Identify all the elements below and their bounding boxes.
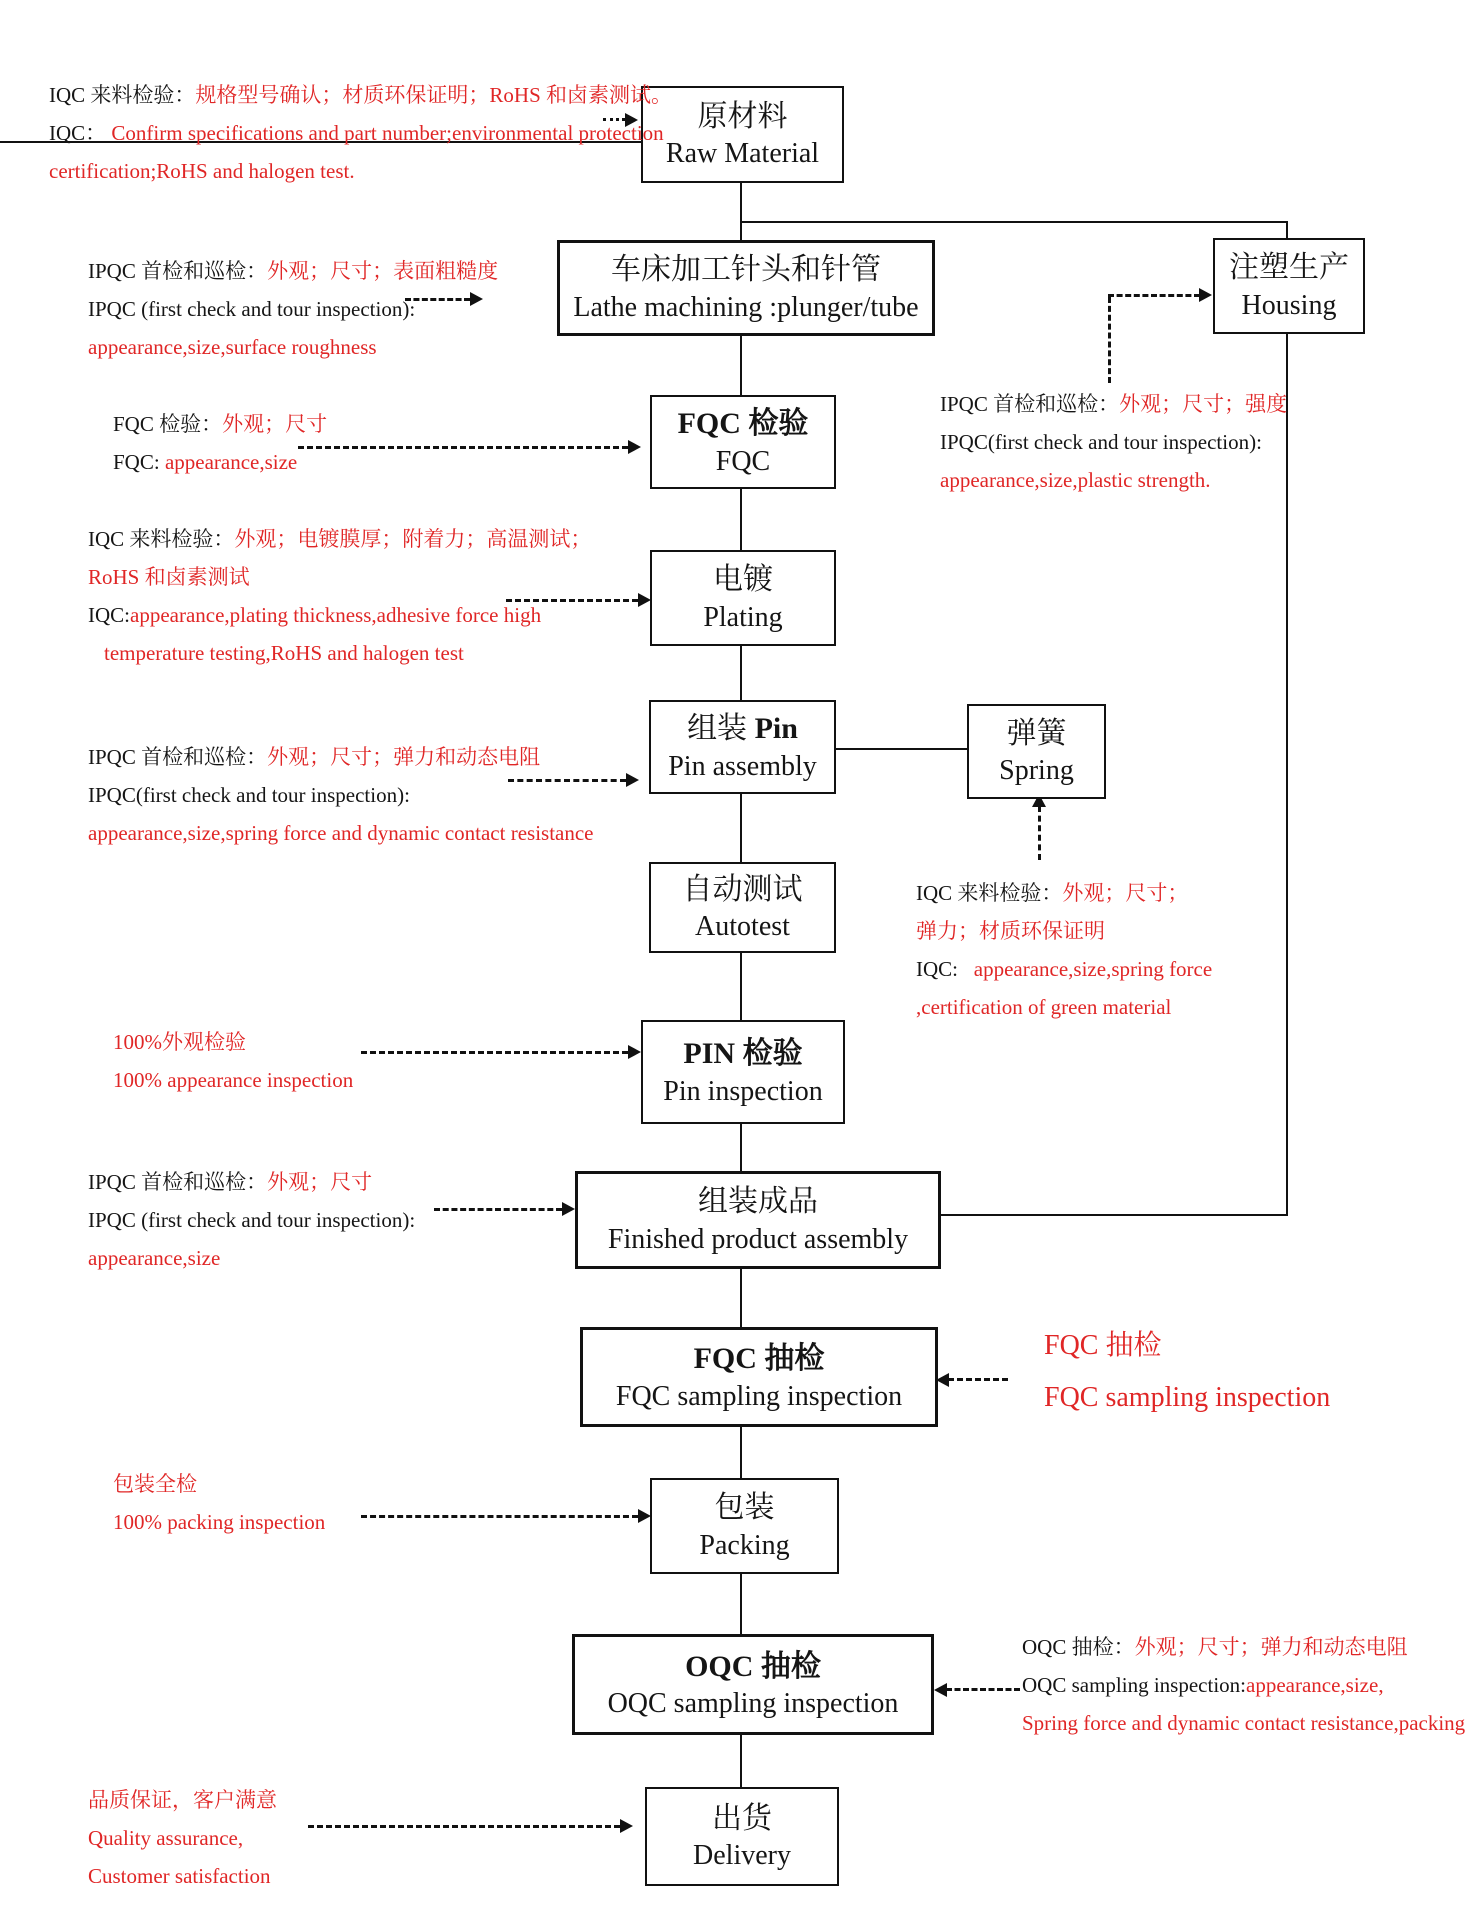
annotation-line [88,1239,415,1277]
dashed-arrow-fqc-head-icon [628,440,641,454]
dashed-arrow-oqc-head-icon [934,1683,947,1697]
annotation-line [113,443,327,481]
connector-housing-to-finished-h [935,1214,1288,1216]
annotation-line [1022,1666,1465,1704]
annotation-line [113,1061,353,1099]
annotation-segment: temperature testing,RoHS and halogen test [104,641,464,665]
annotation-ipqc-housing [940,385,1287,499]
annotation-line [1022,1628,1465,1666]
annotation-segment: 包装全检 [113,1472,197,1496]
connector-pin-to-spring [832,748,967,750]
annotation-line [88,558,591,596]
annotation-line [88,520,591,558]
annotation-segment: 外观；尺寸；强度 [1119,392,1288,416]
annotation-segment: FQC 抽检 [1044,1330,1162,1361]
annotation-segment: ,certification of green material [916,995,1172,1019]
annotation-line [940,461,1287,499]
box-label-en: Housing [1241,289,1337,321]
annotation-segment: IQC 来料检验： [49,83,196,107]
flow-box-lathe-machining [557,240,935,336]
flow-box-finished-assembly [575,1171,941,1269]
annotation-ipqc-pin-assembly [88,738,594,852]
annotation-segment: appearance,size,spring force and dynamic contact resistance [88,821,594,845]
flow-box-packing [650,1478,839,1574]
annotation-segment: 100% packing inspection [113,1510,326,1534]
annotation-segment: appearance,size, [1246,1673,1384,1697]
box-label-cn: 组装成品 [698,1185,818,1218]
annotation-segment: 外观；电镀膜厚；附着力；高温测试； [234,527,592,551]
connector-raw-to-lathe [740,179,742,240]
connector-plating-to-pin [740,642,742,700]
annotation-segment: IQC: [88,603,130,627]
box-label-cn: FQC 检验 [677,407,809,440]
flow-box-pin-assembly [649,700,836,794]
box-label-en: Spring [999,755,1074,787]
box-label-en: Pin assembly [668,750,817,782]
box-label-en: Delivery [693,1840,791,1872]
annotation-line [916,950,1212,988]
flow-box-oqc-sampling [572,1634,934,1735]
annotation-segment: appearance,plating thickness,adhesive force high [130,603,542,627]
box-label-cn: 原材料 [697,99,788,133]
box-label-cn [687,709,798,749]
annotation-pin-inspection [113,1023,353,1099]
connector-packing-to-oqc [740,1570,742,1634]
annotation-segment: appearance,size,plastic strength. [940,468,1211,492]
box-label-cn-regular: 组装 [687,712,755,745]
annotation-line [88,1201,415,1239]
annotation-segment: Spring force and dynamic contact resistance,packing [1022,1711,1466,1735]
annotation-ipqc-finished [88,1163,415,1277]
annotation-fqc-sampling [1044,1320,1330,1424]
annotation-line [940,385,1287,423]
annotation-segment: Customer satisfaction [88,1864,271,1888]
dashed-arrow-oqc-line [946,1688,1020,1691]
annotation-iqc-raw-material [49,76,672,190]
annotation-segment: FQC sampling inspection [1044,1382,1331,1413]
flow-box-plating [650,550,836,646]
annotation-segment: 外观；尺寸；弹力和动态电阻 [1134,1635,1408,1659]
dashed-arrow-finished-line [434,1208,562,1211]
annotation-line [49,152,672,190]
annotation-line [113,1465,325,1503]
annotation-segment: IPQC 首检和巡检： [88,1170,268,1194]
annotation-line [916,988,1212,1026]
annotation-segment: OQC 抽检： [1022,1635,1135,1659]
box-label-cn: FQC 抽检 [693,1342,825,1375]
annotation-segment: IQC 来料检验： [88,527,235,551]
flow-box-autotest [649,862,836,953]
annotation-line [88,634,591,672]
flow-box-delivery [645,1787,839,1886]
box-label-en: FQC sampling inspection [615,1380,903,1412]
annotation-segment: OQC sampling inspection: [1022,1673,1246,1697]
annotation-segment: appearance,size,surface roughness [88,335,377,359]
box-label-en: Packing [699,1529,790,1561]
dashed-arrow-housing-vline [1108,297,1111,383]
annotation-line [88,1781,277,1819]
box-label-cn: 车床加工针头和针管 [611,253,881,286]
dashed-arrow-delivery-head-icon [620,1819,633,1833]
annotation-segment: IPQC 首检和巡检： [88,259,268,283]
connector-autotest-to-pininspection [740,949,742,1020]
annotation-segment: IPQC (first check and tour inspection): [88,1208,416,1232]
annotation-line [49,76,672,114]
annotation-segment: IPQC 首检和巡检： [88,745,268,769]
box-label-cn: OQC 抽检 [685,1649,821,1683]
annotation-line [88,290,498,328]
box-label-en: FQC [715,445,771,477]
annotation-segment: IQC: [916,957,974,981]
annotation-segment: IPQC 首检和巡检： [940,392,1120,416]
annotation-segment: IPQC (first check and tour inspection): [88,297,416,321]
annotation-line [916,874,1212,912]
dashed-arrow-finished-head-icon [562,1202,575,1216]
dashed-arrow-pininspection-head-icon [628,1045,641,1059]
annotation-segment: 外观；尺寸 [267,1170,373,1194]
connector-lathe-to-fqc [740,330,742,395]
box-label-cn: 注塑生产 [1229,251,1349,284]
box-label-cn: PIN 检验 [683,1037,803,1070]
annotation-iqc-spring [916,874,1212,1026]
annotation-segment: appearance,size [164,450,298,474]
annotation-ipqc-lathe [88,252,498,366]
annotation-segment: FQC: [113,450,165,474]
annotation-iqc-plating [88,520,591,672]
box-label-cn: 自动测试 [682,872,803,906]
box-label-cn: 出货 [712,1801,772,1835]
annotation-line [1044,1320,1330,1372]
connector-branch-to-housing-h [740,221,1288,223]
annotation-segment: 100% appearance inspection [113,1068,354,1092]
box-label-en: Autotest [695,911,790,943]
box-label-cn: 电镀 [713,563,773,596]
annotation-segment: 外观；尺寸；表面粗糙度 [267,259,499,283]
connector-finished-to-fqcsampling [740,1263,742,1327]
annotation-line [940,423,1287,461]
annotation-line [49,114,672,152]
connector-fqc-to-plating [740,485,742,550]
annotation-line [88,1857,277,1895]
box-label-en: Raw Material [665,138,820,170]
annotation-segment: IQC： [49,121,112,145]
annotation-line [88,738,594,776]
dashed-arrow-packing-line [361,1515,638,1518]
annotation-segment: 外观；尺寸； [1062,881,1189,905]
connector-oqc-to-delivery [740,1729,742,1787]
box-label-en: OQC sampling inspection [607,1688,899,1720]
dashed-arrow-housing-head-icon [1199,288,1212,302]
annotation-segment: 规格型号确认；材质环保证明；RoHS 和卤素测试。 [195,83,673,107]
connector-pininspection-to-finished [740,1120,742,1171]
flow-box-fqc-sampling [580,1327,938,1427]
annotation-line [88,328,498,366]
dashed-arrow-pininspection-line [361,1051,628,1054]
box-label-cn-bold: Pin [754,712,798,745]
annotation-segment: Confirm specifications and part number;environmental protection [111,121,664,145]
box-label-cn: 弹簧 [1006,716,1067,750]
dashed-arrow-delivery-line [308,1825,620,1828]
annotation-line [88,1163,415,1201]
box-label-en: Plating [703,601,783,633]
flow-box-spring [967,704,1106,799]
dashed-arrow-pin-head-icon [626,773,639,787]
annotation-fqc-inspection [113,405,327,481]
annotation-line [88,776,594,814]
annotation-line [88,1819,277,1857]
dashed-arrow-housing-hline [1108,294,1200,297]
annotation-segment: FQC 检验： [113,412,223,436]
box-label-cn: 包装 [714,1491,775,1524]
connector-branch-to-housing-v [1286,221,1288,238]
annotation-line [88,596,591,634]
annotation-line [113,405,327,443]
box-label-en: Lathe machining :plunger/tube [573,291,919,323]
box-label-en: Pin inspection [663,1075,823,1107]
annotation-line [88,814,594,852]
flow-box-fqc [650,395,836,489]
annotation-segment: 100%外观检验 [113,1030,246,1054]
flow-box-housing [1213,238,1365,334]
connector-pin-to-autotest [740,790,742,862]
dashed-arrow-spring-line [1038,806,1041,860]
dashed-arrow-fqc-line [298,446,628,449]
annotation-segment: appearance,size [88,1246,221,1270]
box-label-en: Finished product assembly [607,1223,909,1255]
connector-fqcsampling-to-packing [740,1421,742,1478]
annotation-segment: certification;RoHS and halogen test. [49,159,355,183]
annotation-delivery [88,1781,277,1895]
annotation-segment: 外观；尺寸；弹力和动态电阻 [267,745,541,769]
annotation-segment: IQC 来料检验： [916,881,1063,905]
annotation-line [88,252,498,290]
annotation-segment: 外观；尺寸 [222,412,328,436]
annotation-segment: RoHS 和卤素测试 [88,565,250,589]
annotation-line [916,912,1212,950]
annotation-segment: Quality assurance, [88,1826,244,1850]
annotation-line [1022,1704,1465,1742]
annotation-line [1044,1372,1330,1424]
flow-box-pin-inspection [641,1020,845,1124]
annotation-oqc-sampling [1022,1628,1465,1742]
annotation-line [113,1023,353,1061]
dashed-arrow-fqcsampling-line [948,1378,1008,1381]
annotation-packing [113,1465,325,1541]
annotation-segment: 弹力；材质环保证明 [916,919,1105,943]
annotation-segment: 品质保证，客户满意 [88,1788,277,1812]
annotation-line [113,1503,325,1541]
annotation-segment: IPQC(first check and tour inspection): [940,430,1262,454]
annotation-segment: appearance,size,spring force [973,957,1213,981]
annotation-segment: IPQC(first check and tour inspection): [88,783,410,807]
